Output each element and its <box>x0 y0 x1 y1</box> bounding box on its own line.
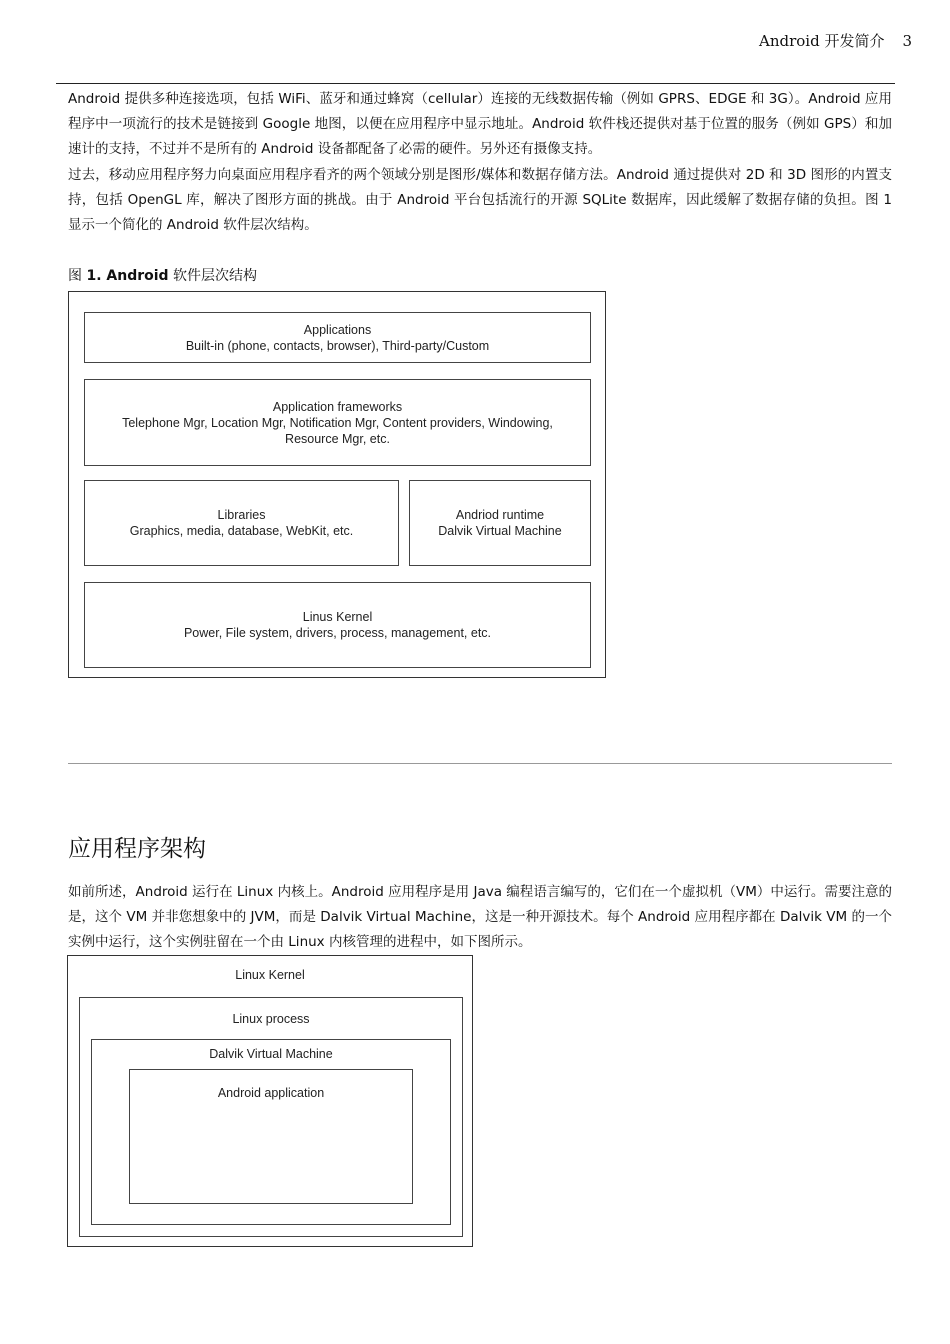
layer-applications <box>84 312 591 363</box>
header-title: Android 开发简介 <box>758 32 885 50</box>
caption-number: 1. Android <box>86 268 169 284</box>
page-header <box>0 30 912 51</box>
layer-kernel <box>84 582 591 668</box>
dalvik-vm-box <box>91 1039 451 1225</box>
paragraph-architecture: 如前所述，Android 运行在 Linux 内核上。Android 应用程序是用 Java 编程语言编写的，它们在一个虚拟机（VM）中运行。需要注意的是，这个 VM 并非您想象中的 JVM，而是 Dalvik Virtual Machine，这是一种开源技术。每个 Android 应用程序都在 Dalvik VM 的一个实例中运行，这个实例驻留在一个由 Linux 内核管理的进程中，如下图所示。 <box>68 884 892 950</box>
layer-title: Libraries <box>217 508 266 522</box>
paragraph-connectivity: Android 提供多种连接选项，包括 WiFi、蓝牙和通过蜂窝（cellular）连接的无线数据传输（例如 GPRS、EDGE 和 3G）。Android 应用程序中一项流行的技术是链接到 Google 地图，以便在应用程序中显示地址。Android 软件栈还提供对基于位置的服务（例如 GPS）和加速计的支持，不过并不是所有的 Android 设备都配备了必需的硬件。另外还有摄像支持。 <box>68 91 892 157</box>
figure-1-diagram <box>68 291 606 678</box>
layer-runtime <box>409 480 591 566</box>
section-title: 应用程序架构 <box>68 836 206 862</box>
layer-title: Linus Kernel <box>302 610 373 624</box>
dalvik-vm-label: Dalvik Virtual Machine <box>209 1047 333 1061</box>
page-number: 3 <box>902 32 912 50</box>
linux-process-box <box>79 997 463 1237</box>
linux-process-label: Linux process <box>232 1012 310 1026</box>
layer-desc: Built-in (phone, contacts, browser), Third-party/Custom <box>185 338 490 353</box>
figure-2-diagram <box>67 955 473 1247</box>
layer-title: Applications <box>303 322 372 337</box>
android-app-box <box>129 1069 413 1204</box>
layer-title: Application frameworks <box>272 399 403 414</box>
android-app-label: Android application <box>217 1086 325 1100</box>
layer-title: Andriod runtime <box>455 508 545 522</box>
caption-prefix: 图 <box>68 268 82 284</box>
figure-1-caption <box>68 265 257 285</box>
caption-text: 软件层次结构 <box>173 268 258 284</box>
layer-desc: Dalvik Virtual Machine <box>438 524 562 538</box>
layer-app-frameworks <box>84 379 591 466</box>
paragraph-graphics-storage: 过去，移动应用程序努力向桌面应用程序看齐的两个领域分别是图形/媒体和数据存储方法。Android 通过提供对 2D 和 3D 图形的内置支持，包括 OpenGL 库，解决了图形方面的挑战。由于 Android 平台包括流行的开源 SQLite 数据库，因此缓解了数据存储的负担。图 1 显示一个简化的 Android 软件层次结构。 <box>68 167 892 233</box>
layer-desc: Telephone Mgr, Location Mgr, Notification Mgr, Content providers, Windowing, Resource Mgr, etc. <box>122 415 553 446</box>
layer-libraries <box>84 480 399 566</box>
header-rule <box>56 83 895 84</box>
layer-desc: Power, File system, drivers, process, management, etc. <box>183 626 492 640</box>
linux-kernel-label: Linux Kernel <box>235 968 305 982</box>
layer-desc: Graphics, media, database, WebKit, etc. <box>129 524 354 538</box>
section-divider <box>68 763 892 764</box>
